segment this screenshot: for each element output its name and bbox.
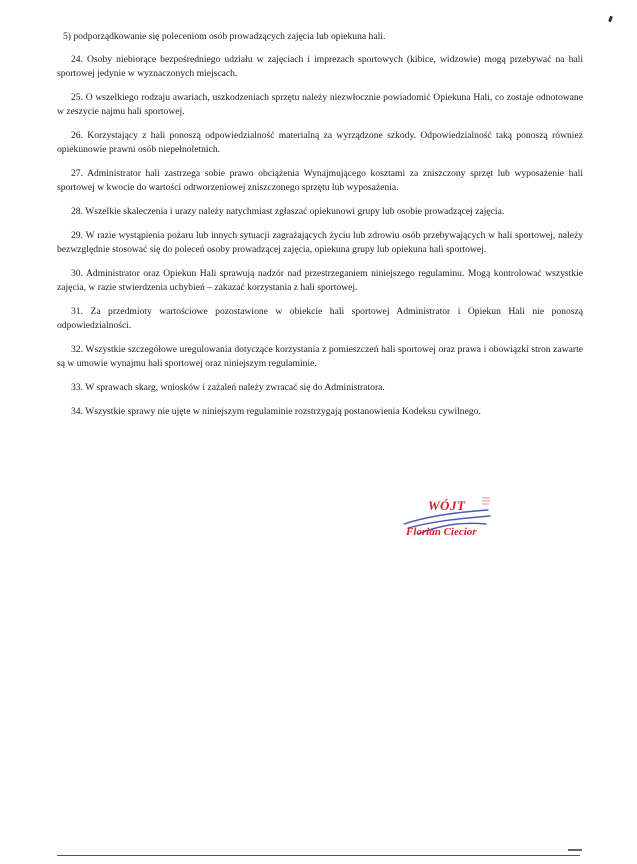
paragraph-34: 34. Wszystkie sprawy nie ujęte w niniejszym regulaminie rozstrzygają postanowienia Kodeksu cywilnego. bbox=[71, 405, 481, 417]
signature-stamp bbox=[398, 494, 498, 554]
stamp-name: Florian Ciecior bbox=[406, 526, 477, 538]
paragraph-27: 27. Administrator hali zastrzega sobie prawo obciążenia Wynajmującego kosztami za zniszczony sprzęt lub wyposażenie hali sportowej w kwocie do wartości odtworzeniowej zniszczonego sprzętu lub wyposażenia. bbox=[57, 168, 583, 194]
footer-page-mark bbox=[568, 849, 582, 851]
footer-divider bbox=[57, 855, 580, 856]
regulation-text bbox=[57, 30, 583, 429]
paragraph-25: 25. O wszelkiego rodzaju awariach, uszkodzeniach sprzętu należy niezwłocznie powiadomić Opiekuna Hali, co zostaje odnotowane w zeszycie najmu hali sportowej. bbox=[57, 92, 583, 118]
scan-mark bbox=[608, 16, 613, 23]
paragraph-26: 26. Korzystający z hali ponoszą odpowiedzialność materialną za wyrządzone szkody. Odpowiedzialność taką ponoszą również opiekunowie prawni osób niepełnoletnich. bbox=[57, 130, 583, 156]
paragraph-29: 29. W razie wystąpienia pożaru lub innych sytuacji zagrażających życiu lub zdrowiu osób przebywających w hali sportowej, należy bezwzględnie stosować się do poleceń osoby prowadzącej zajęcia, opiekuna grupy lub opiekuna hali sportowej. bbox=[57, 230, 583, 256]
paragraph-31: 31. Za przedmioty wartościowe pozostawione w obiekcie hali sportowej Administrator i Opiekun Hali nie ponoszą odpowiedzialności. bbox=[57, 306, 583, 332]
paragraph-28: 28. Wszelkie skaleczenia i urazy należy natychmiast zgłaszać opiekunowi grupy lub osobie prowadzącej zajęcia. bbox=[71, 206, 505, 218]
paragraph-30: 30. Administrator oraz Opiekun Hali sprawują nadzór nad przestrzeganiem niniejszego regulaminu. Mogą kontrolować wszystkie zajęcia, w razie stwierdzenia uchybień – zakazać korzystania z hali sportowej. bbox=[57, 268, 583, 294]
paragraph-32: 32. Wszystkie szczegółowe uregulowania dotyczące korzystania z pomieszczeń hali sportowej oraz prawa i obowiązki stron zawarte są w umowie wynajmu hali sportowej oraz niniejszym regulaminie. bbox=[57, 344, 583, 370]
paragraph-item-5: 5) podporządkowanie się poleceniom osób prowadzących zajęcia lub opiekuna hali. bbox=[63, 31, 386, 42]
paragraph-33: 33. W sprawach skarg, wniosków i zażaleń należy zwracać się do Administratora. bbox=[71, 382, 385, 393]
paragraph-24: 24. Osoby niebiorące bezpośredniego udziału w zajęciach i imprezach sportowych (kibice, widzowie) mogą przebywać na hali sportowej jedynie w wyznaczonych miejscach. bbox=[57, 54, 583, 80]
stamp-title: WÓJT bbox=[428, 498, 466, 513]
